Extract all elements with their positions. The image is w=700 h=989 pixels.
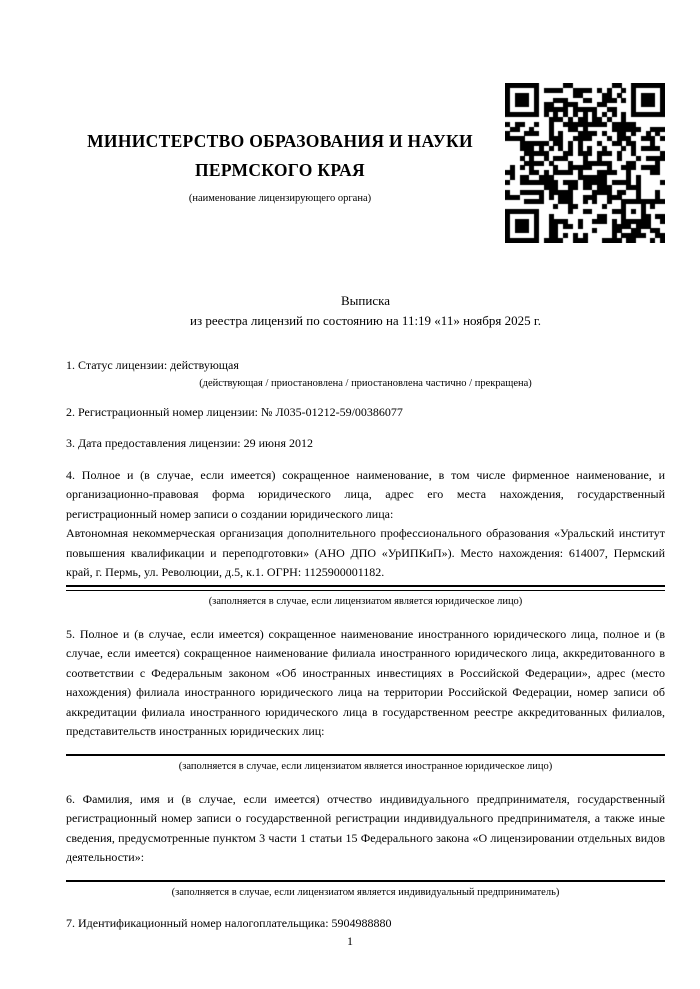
clause-1-caption: (действующая / приостановлена / приостановлена частично / прекращена)	[199, 377, 532, 389]
clause-4-legal-entity-value: Автономная некоммерческая организация дополнительного профессионального образования «Уральский институт повышения квалификации и переподготовки» (АНО ДПО «УрИПКиП»). Место нахождения: 614007, Пермский край, г. Пермь, ул. Революции, д.5, к.1. ОГРН: 1125900001182.	[66, 526, 665, 579]
clause-3-license-date: 3. Дата предоставления лицензии: 29 июня 2012	[66, 436, 313, 450]
page-number: 1	[347, 934, 353, 948]
authority-name-line2: ПЕРМСКОГО КРАЯ	[195, 160, 365, 180]
clause-1-license-status: 1. Статус лицензии: действующая	[66, 358, 239, 372]
clause-5-fill-rule	[66, 754, 665, 756]
clause-6-fill-rule	[66, 880, 665, 882]
authority-name-line1: МИНИСТЕРСТВО ОБРАЗОВАНИЯ И НАУКИ	[87, 131, 473, 151]
clause-7-taxpayer-number: 7. Идентификационный номер налогоплательщика: 5904988880	[66, 915, 392, 930]
clause-5-foreign-entity-text: 5. Полное и (в случае, если имеется) сокращенное наименование иностранного юридического лица, полное и (в случае, если имеется) сокращенное наименование филиала иностранного юридического лица, аккредитованного в соответствии с Федеральным законом «Об иностранных инвестициях в Российской Федерации», адрес (место нахождения) филиала иностранного юридического лица на территории Российской Федерации, номер записи об аккредитации филиала иностранного юридического лица в государственном реестре аккредитованных филиалов, представительств иностранных юридических лиц:	[66, 626, 665, 738]
clause-5-caption: (заполняется в случае, если лицензиатом является иностранное юридическое лицо)	[178, 760, 553, 772]
authority-caption: (наименование лицензирующего органа)	[188, 193, 372, 204]
qr-code-icon	[505, 83, 665, 243]
title-line2: из реестра лицензий по состоянию на 11:19 «11» ноября 2025 г.	[190, 312, 541, 328]
document-header	[0, 0, 700, 243]
clause-4-fill-rule	[66, 585, 665, 591]
title-line1: Выписка	[341, 293, 390, 308]
licensing-authority-block	[66, 83, 494, 205]
clause-6-caption: (заполняется в случае, если лицензиатом является индивидуальный предприниматель)	[171, 886, 560, 898]
document-body	[0, 291, 700, 933]
clause-4-legal-entity-text: 4. Полное и (в случае, если имеется) сокращенное наименование, в том числе фирменное наименование, и организационно-правовая форма юридического лица, адрес его места нахождения, государственный регистрационный номер записи о создании юридического лица:	[66, 467, 665, 521]
clause-6-entrepreneur-text: 6. Фамилия, имя и (в случае, если имеется) отчество индивидуального предпринимателя, государственный регистрационный номер записи о государственной регистрации индивидуального предпринимателя, а также иные сведения, предусмотренные пунктом 3 части 1 статьи 15 Федерального закона «О лицензировании отдельных видов деятельности»:	[66, 791, 665, 864]
document-title	[66, 291, 665, 330]
clause-4-caption: (заполняется в случае, если лицензиатом является юридическое лицо)	[208, 595, 523, 607]
clause-2-registration-number: 2. Регистрационный номер лицензии: № Л035-01212-59/00386077	[66, 404, 403, 419]
